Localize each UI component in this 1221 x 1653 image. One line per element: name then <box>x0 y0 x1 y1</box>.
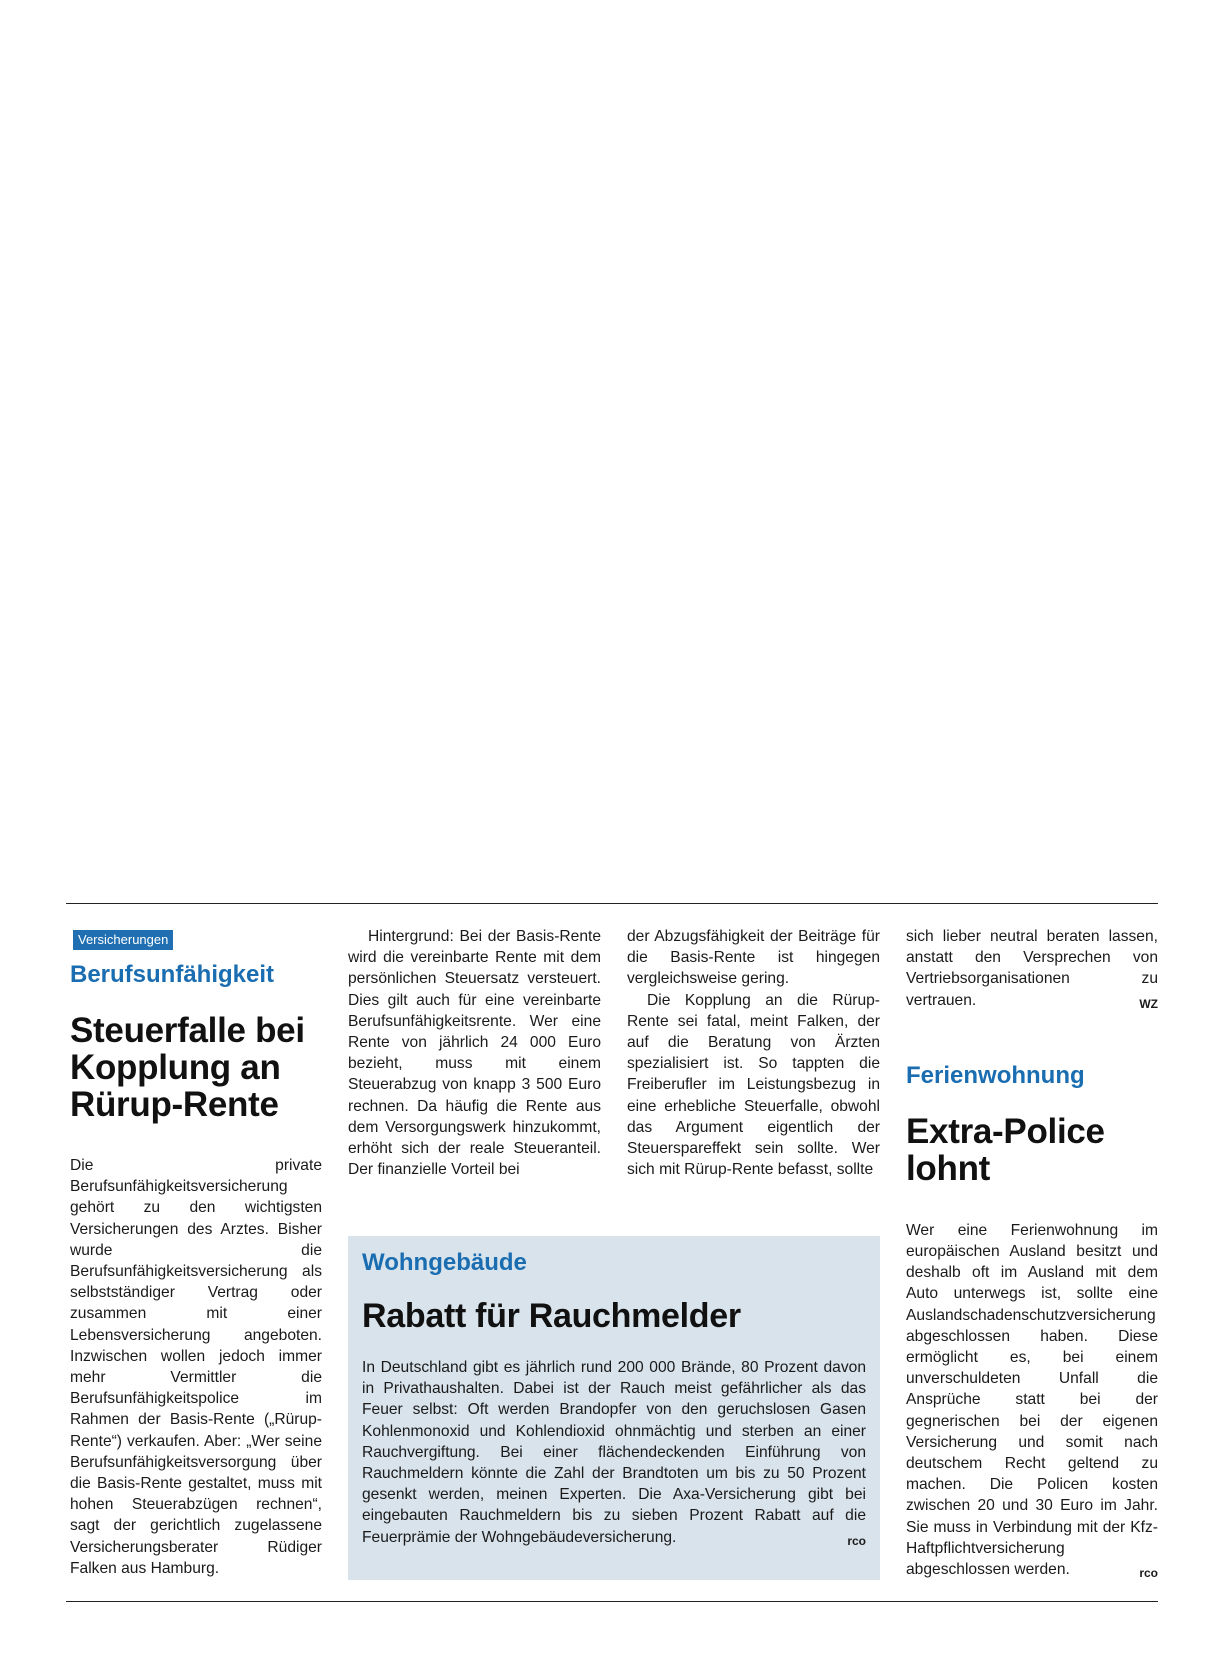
column-3 <box>627 926 880 1180</box>
author-signature: WZ <box>1139 996 1158 1011</box>
article-body-col2: Hintergrund: Bei der Basis-Rente wird die vereinbarte Rente mit dem persönlichen Steuersatz versteuert. Dies gilt auch für eine vereinbarte Berufsunfähigkeitsrente. Wer eine Rente von jährlich 24 000 Euro bezieht, muss mit einem Steuerabzug von knapp 3 500 Euro rechnen. Da häufig die Rente aus dem Versorgungswerk hinzukommt, erhöht sich der reale Steueranteil. Der finanzielle Vorteil bei <box>348 928 601 1179</box>
article-body-col3a: der Abzugsfähigkeit der Beiträge für die Basis-Rente ist hingegen vergleichsweise gering. <box>627 928 880 988</box>
column-4 <box>906 926 1158 1584</box>
infobox-headline: Rabatt für Rauchmelder <box>362 1297 741 1335</box>
article2-body <box>906 1220 1158 1584</box>
top-rule <box>66 903 1158 904</box>
section-tag: Versicherungen <box>73 930 173 950</box>
infobox-kicker: Wohngebäude <box>362 1249 527 1276</box>
article2-body-text: Wer eine Ferienwohnung im europäischen Ausland besitzt und deshalb oft im Ausland mit dem Auto unterwegs ist, sollte eine Auslandschadenschutzversicherung abgeschlossen haben. Diese ermöglicht es, bei einem unverschuldeten Unfall die Ansprüche statt bei der gegnerischen bei der eigenen Versicherung und somit nach deutschem Recht geltend zu machen. Die Policen kosten zwischen 20 und 30 Euro im Jahr. Sie muss in Verbindung mit der Kfz-Haftpflichtversicherung abgeschlossen werden. <box>906 1221 1158 1579</box>
bottom-rule <box>66 1601 1158 1602</box>
article-headline: Steuerfalle bei Kopplung an Rürup-Rente <box>70 1011 305 1124</box>
infobox-wohngebaeude <box>348 1236 880 1580</box>
column-1 <box>70 930 322 1579</box>
article2-headline: Extra-Police lohnt <box>906 1111 1105 1188</box>
article2-kicker: Ferienwohnung <box>906 1061 1085 1089</box>
article-body-col4-text: sich lieber neutral beraten lassen, anstatt den Versprechen von Vertriebsorganisationen zu vertrauen. <box>906 928 1158 1009</box>
column-2 <box>348 926 601 1180</box>
article-body-col1: Die private Berufsunfähigkeitsversicherung gehört zu den wichtigsten Versicherungen des Arztes. Bisher wurde die Berufsunfähigkeitsversicherung als selbstständiger Vertrag oder zusammen mit einer Lebensversicherung angeboten. Inzwischen wollen jedoch immer mehr Vermittler die Berufsunfähigkeitspolice im Rahmen der Basis-Rente („Rürup-Rente“) verkaufen. Aber: „Wer seine Berufsunfähigkeitsversorgung über die Basis-Rente gestaltet, muss mit hohen Steuerabzügen rechnen“, sagt der gerichtlich zugelassene Versicherungsberater Rüdiger Falken aus Hamburg. <box>70 1157 322 1577</box>
article-body-col4 <box>906 926 1158 1015</box>
article2-signature: rco <box>1139 1566 1158 1581</box>
infobox-body <box>362 1357 866 1552</box>
infobox-body-text: In Deutschland gibt es jährlich rund 200 000 Brände, 80 Prozent davon in Privathaushalten. Dabei ist der Rauch meist gefährlicher als das Feuer selbst: Oft werden Brandopfer von den geruchslosen Gasen Kohlenmonoxid und Kohlendioxid ohnmächtig und sterben an einer Rauchvergiftung. Bei einer flächendeckenden Einführung von Rauchmeldern könnte die Zahl der Brandtoten um bis zu 50 Prozent gesenkt werden, meinen Experten. Die Axa-Versicherung gibt bei eingebauten Rauchmeldern bis zu sieben Prozent Rabatt auf die Feuerprämie der Wohngebäudeversicherung. <box>362 1359 866 1546</box>
article-kicker: Berufsunfähigkeit <box>70 961 275 988</box>
infobox-signature: rco <box>847 1533 866 1548</box>
article-body-col3b: Die Kopplung an die Rürup-Rente sei fatal, meint Falken, der auf die Beratung von Ärzten spezialisiert ist. So tappten die Freiberufler im Leistungsbezug in eine erhebliche Steuerfalle, obwohl das Argument eigentlich der Steuerspareffekt sein sollte. Wer sich mit Rürup-Rente befasst, sollte <box>627 991 880 1179</box>
